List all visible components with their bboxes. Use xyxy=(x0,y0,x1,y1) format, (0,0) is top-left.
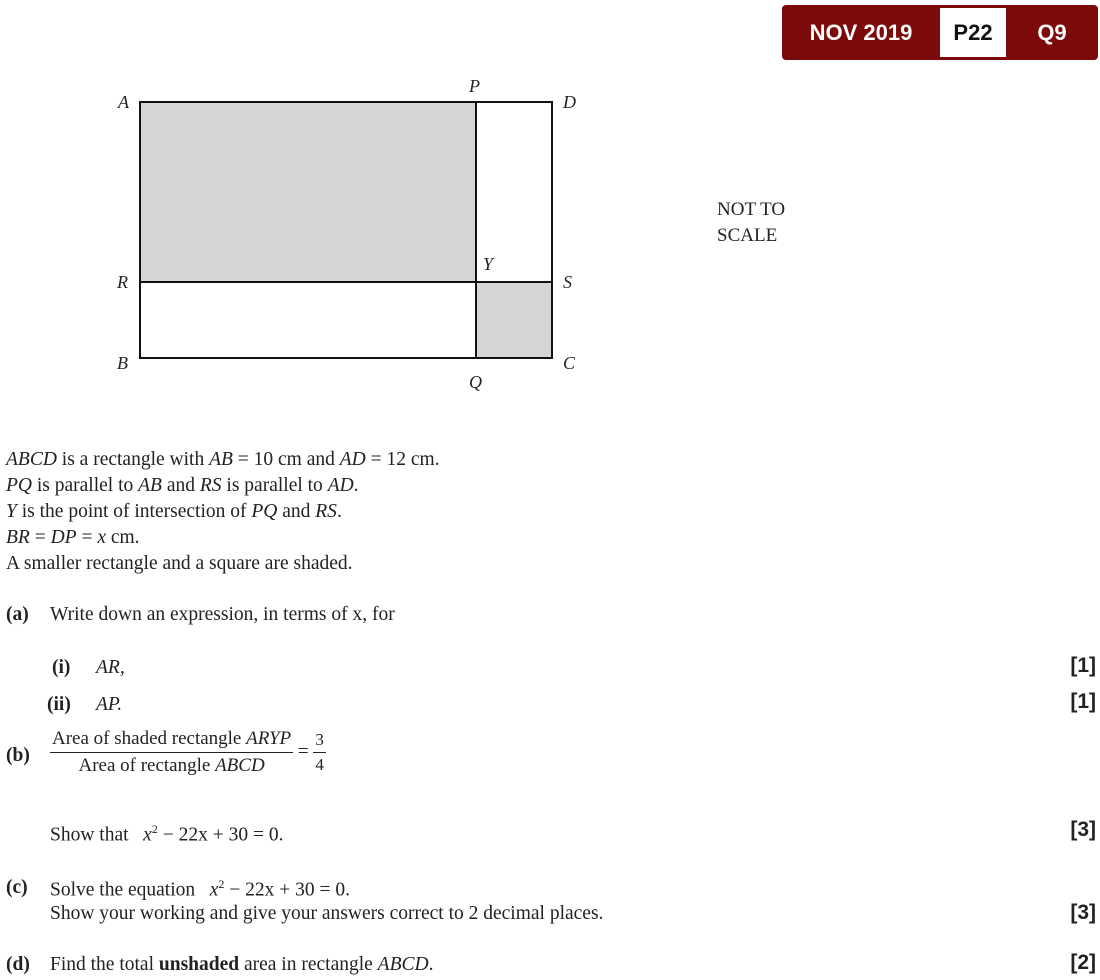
equation-rest: − 22x + 30 = 0. xyxy=(157,824,284,846)
part-d-bold: unshaded xyxy=(158,954,240,975)
show-that-text: Show that xyxy=(50,824,129,846)
equation-power: 2 xyxy=(218,877,225,891)
not-to-scale-line2: SCALE xyxy=(717,225,778,246)
part-a-i-text: AR, xyxy=(96,657,125,678)
label-s: S xyxy=(563,272,572,292)
not-to-scale-line1: NOT TO xyxy=(717,199,786,220)
intro-line xyxy=(6,475,440,501)
equation-x: x xyxy=(143,824,152,846)
label-y: Y xyxy=(483,254,494,274)
part-d-end: . xyxy=(428,954,434,975)
shaded-rectangle-aryp xyxy=(140,102,476,282)
part-c-text xyxy=(50,877,350,902)
part-d-mark: [2] xyxy=(1070,951,1096,974)
part-b-label: (b) xyxy=(6,745,30,766)
intro-segment: A smaller rectangle and a square are shaded. xyxy=(6,553,353,574)
badge-question: Q9 xyxy=(1037,20,1067,45)
equation-power: 2 xyxy=(151,822,158,836)
intro-line xyxy=(6,553,440,579)
intro-segment: is parallel to xyxy=(32,475,139,496)
ratio-fraction xyxy=(313,730,326,775)
part-a-label: (a) xyxy=(6,604,29,625)
intro-segment: Y xyxy=(6,501,17,522)
intro-segment: PQ xyxy=(6,475,32,496)
part-b-mark: [3] xyxy=(1070,818,1096,841)
ratio-numerator: 3 xyxy=(313,730,326,753)
intro-segment: = 12 cm. xyxy=(365,449,440,470)
intro-segment: AB xyxy=(209,449,233,470)
intro-segment: is a rectangle with xyxy=(56,449,210,470)
label-b: B xyxy=(117,353,128,373)
badge-paper: P22 xyxy=(940,8,1006,57)
intro-segment: = xyxy=(29,527,51,548)
label-r: R xyxy=(117,272,128,292)
equals-sign: = xyxy=(297,740,309,762)
intro-segment: is the point of intersection of xyxy=(16,501,252,522)
part-a-ii-mark: [1] xyxy=(1070,690,1096,713)
intro-segment: = 10 cm and xyxy=(232,449,340,470)
part-d-post: area in rectangle xyxy=(239,954,378,975)
part-d-pre: Find the total xyxy=(50,954,159,975)
fraction-denominator-text: Area of rectangle xyxy=(78,755,216,776)
ratio-denominator: 4 xyxy=(315,755,324,774)
part-b-show-that xyxy=(50,822,283,847)
shaded-square xyxy=(476,282,552,358)
rectangle-diagram xyxy=(0,0,700,420)
intro-segment: DP xyxy=(50,527,77,548)
label-p: P xyxy=(469,76,480,96)
intro-segment: AD xyxy=(339,449,366,470)
intro-segment: AD xyxy=(327,475,354,496)
part-c-mark: [3] xyxy=(1070,901,1096,924)
intro-line xyxy=(6,501,440,527)
part-c-line2: Show your working and give your answers correct to 2 decimal places. xyxy=(50,903,604,924)
intro-segment: x xyxy=(97,527,106,548)
intro-segment: . xyxy=(336,501,342,522)
part-a-text: Write down an expression, in terms of x, for xyxy=(50,604,395,625)
intro-segment: AB xyxy=(138,475,162,496)
badge-session: NOV 2019 xyxy=(809,20,913,45)
intro-segment: and xyxy=(161,475,200,496)
intro-segment: PQ xyxy=(251,501,278,522)
question-intro xyxy=(6,449,440,579)
fraction-numerator-var: ARYP xyxy=(246,728,292,749)
intro-segment: and xyxy=(277,501,316,522)
intro-segment: . xyxy=(353,475,359,496)
label-c: C xyxy=(563,353,576,373)
part-a-ii-text: AP. xyxy=(96,694,123,715)
intro-segment: RS xyxy=(199,475,222,496)
part-b-ratio xyxy=(50,728,326,777)
part-a-i-label: (i) xyxy=(52,657,71,678)
intro-segment: ABCD xyxy=(6,449,57,470)
intro-segment: = xyxy=(76,527,98,548)
part-c-label: (c) xyxy=(6,877,28,898)
part-a-ii-label: (ii) xyxy=(47,694,71,715)
label-a: A xyxy=(118,92,129,112)
intro-line xyxy=(6,527,440,553)
part-d-var: ABCD xyxy=(377,954,429,975)
fraction-denominator-var: ABCD xyxy=(215,755,265,776)
part-d-label: (d) xyxy=(6,954,30,975)
intro-segment: RS xyxy=(315,501,337,522)
equation-x: x xyxy=(209,879,219,901)
label-q: Q xyxy=(469,372,482,392)
question-badge xyxy=(782,5,1098,60)
intro-line xyxy=(6,449,440,475)
intro-segment: BR xyxy=(6,527,30,548)
label-d: D xyxy=(563,92,576,112)
fraction-numerator-text: Area of shaded rectangle xyxy=(52,728,247,749)
intro-segment: cm. xyxy=(105,527,140,548)
equation-rest: − 22x + 30 = 0. xyxy=(224,879,351,901)
part-a-i-mark: [1] xyxy=(1070,654,1096,677)
part-d-text xyxy=(50,954,433,976)
intro-segment: is parallel to xyxy=(221,475,328,496)
area-fraction xyxy=(50,728,293,777)
solve-text: Solve the equation xyxy=(50,879,196,901)
